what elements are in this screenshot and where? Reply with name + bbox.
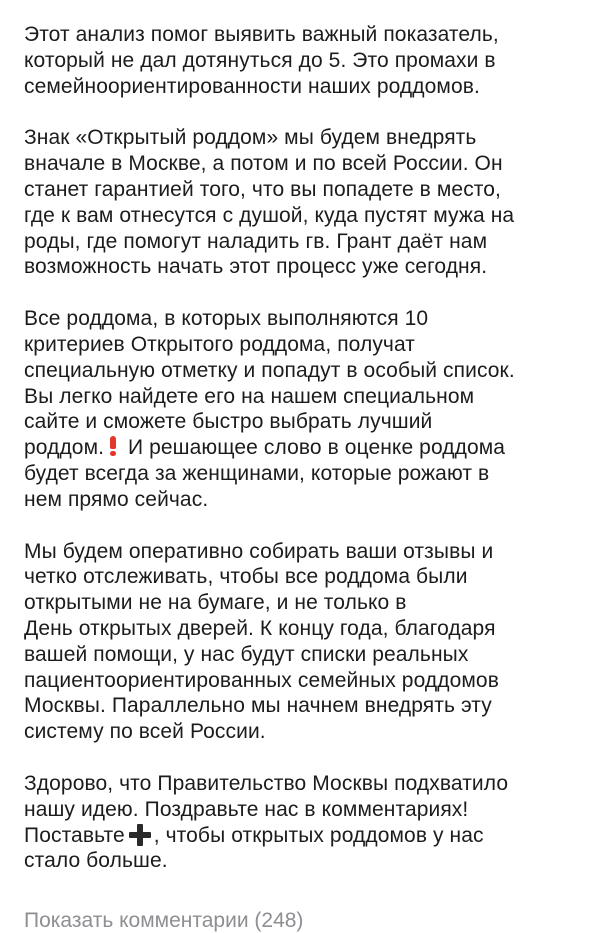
comments-link-label[interactable]: Показать комментарии (248)	[24, 909, 304, 932]
text-line: станет гарантией того, что вы попадете в место,	[24, 177, 501, 201]
text-line: вначале в Москве, а потом и по всей России. Он	[24, 152, 503, 176]
text-line: Этот анализ помог выявить важный показатель,	[24, 23, 499, 46]
text-line: нашу идею. Поздравьте нас в комментариях!	[24, 797, 469, 821]
text-line: специальную отметку и попадут в особый список.	[24, 358, 515, 382]
text-line: роды, где помогут наладить гв. Грант даёт нам	[24, 229, 488, 253]
text-line: Мы будем оперативно собирать ваши отзывы и	[24, 539, 494, 563]
paragraph-5	[24, 771, 584, 874]
comments-link-cutoff[interactable]	[24, 908, 584, 932]
text-line: будет всегда за женщинами, которые рожают в	[24, 461, 490, 485]
text-segment: И решающее слово в оценке роддома	[122, 436, 506, 460]
text-line: семейноориентированности наших роддомов.	[24, 74, 480, 98]
text-line: сайте и сможете быстро выбрать лучший	[24, 410, 433, 434]
text-line: критериев Открытого роддома, получат	[24, 332, 416, 356]
text-line: систему по всей России.	[24, 720, 266, 744]
paragraph-3	[24, 306, 584, 512]
plus-emoji-icon	[129, 824, 151, 846]
text-line: который не дал дотянуться до 5. Это промахи в	[24, 48, 496, 72]
text-line: Здорово, что Правительство Москвы подхватило	[24, 771, 509, 795]
text-line: возможность начать этот процесс уже сегодня.	[24, 255, 488, 279]
post-body	[24, 22, 584, 900]
text-segment: , чтобы открытых роддомов у нас	[153, 823, 484, 847]
paragraph-1	[24, 22, 584, 99]
text-line: Все роддома, в которых выполняются 10	[24, 307, 429, 331]
exclamation-emoji-icon	[108, 436, 118, 456]
text-line-with-emoji	[24, 823, 584, 849]
text-line: нем прямо сейчас.	[24, 487, 209, 511]
text-line: Знак «Открытый роддом» мы будем внедрять	[24, 126, 477, 150]
paragraph-2	[24, 125, 584, 280]
text-line: Москвы. Параллельно мы начнем внедрять эту	[24, 694, 492, 718]
text-line: стало больше.	[24, 849, 168, 873]
text-line-with-emoji	[24, 435, 584, 461]
text-segment: роддом.	[24, 436, 105, 460]
text-line: открытыми не на бумаге, и не только в	[24, 591, 407, 615]
text-line: вашей помощи, у нас будут списки реальных	[24, 642, 469, 666]
text-line: пациентоориентированных семейных роддомов	[24, 668, 499, 692]
text-segment: Поставьте	[24, 823, 125, 847]
text-line: День открытых дверей. К концу года, благодаря	[24, 616, 496, 640]
text-line: четко отслеживать, чтобы все роддома были	[24, 565, 468, 589]
text-line: Вы легко найдете его на нашем специальном	[24, 384, 475, 408]
text-line: где к вам отнесутся с душой, куда пустят мужа на	[24, 203, 515, 227]
paragraph-4	[24, 539, 584, 745]
